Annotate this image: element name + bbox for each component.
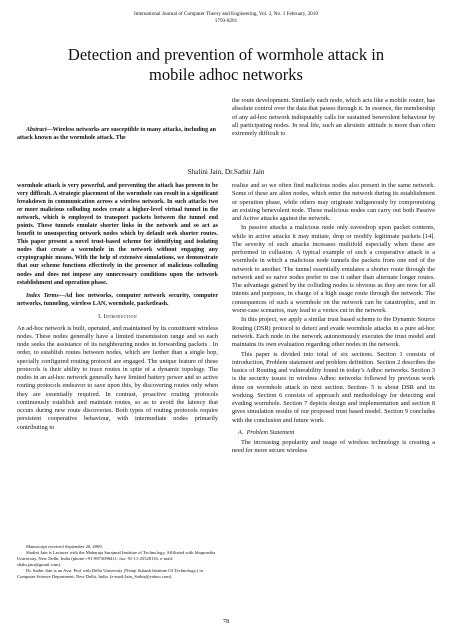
right-top-paragraph: the route development. Similarly each node, which acts like a mobile router, has absolute control over the data that passes through it. In essence, the membership of any ad-hoc network indisputably calls for sustained benevolent behaviour by all participating nodes. In real life, such an altruistic attitude is more than often extremely difficult to bbox=[232, 97, 435, 137]
problem-statement-text: The increasing popularity and usage of wireless technology is creating a need for more secure wireless bbox=[232, 439, 435, 455]
footnote-author-1: Shalini Jain is Lecturer with the Maharaja Surajmal Institute of Technology, Affiliated with Idraprastha University, New Delhi, India (phone:+91-9873098411; fax: 91-11-25528116, e-mail: shalu.jain@gmail.com). bbox=[17, 549, 216, 567]
right-paragraph-3: In this project, we apply a similar trust based scheme to the Dynamic Source Routing (DSR) protocol to detect and evade wormhole attacks in a pure ad-hoc network. Each node in the network autonomously executes the trust model and maintains its own evaluation regarding other nodes in the network. bbox=[232, 316, 435, 349]
abstract-top bbox=[17, 126, 216, 143]
section-heading-introduction bbox=[17, 313, 218, 321]
title-line-1: Detection and prevention of wormhole attack in bbox=[67, 45, 385, 64]
section-title: Introduction bbox=[103, 313, 137, 320]
footnote-manuscript: Manuscript received September 20, 2009. bbox=[26, 544, 103, 549]
right-column-top bbox=[232, 97, 435, 139]
index-terms-text: —Ad hoc networks, computer network security, computer networks, tunneling, wireless LAN, wormhole, packetleash. bbox=[17, 292, 219, 307]
journal-citation: International Journal of Computer Theory and Engineering, Vol. 2, No. 1 February, 2010 bbox=[134, 11, 318, 17]
index-terms bbox=[17, 292, 218, 308]
subsection-heading-problem-statement bbox=[238, 429, 435, 437]
journal-header bbox=[0, 11, 452, 25]
right-paragraph-4: This paper is divided into total of six sections. Section 1 consists of introduction, Problem statement and problem definition. Section 2 describes the basics of Routing and vulnerability found in today’s Adhoc networks. Section 3 is the security issues in wireless Adhoc networks followed by previous work done on wormhole attack in next section. Section- 5 is about DSR and its working. Section 6 consists of approach and methodology for detecting and evading wormhole. Section 7 depicts design and implementation and section 8 gives simulation results of our proposed trust based model. Section 9 concludes with the conclusion and future work. bbox=[232, 350, 435, 424]
section-number: I. bbox=[98, 313, 102, 320]
left-column bbox=[17, 182, 218, 433]
paper-title bbox=[30, 45, 422, 85]
right-paragraph-1: realise and so we often find malicious nodes also present in the same network. Some of these are alien nodes, which enter the network during its establishment or operation phase, while others may originate indigenously by compromising an existing benevolent node. These malicious nodes can carry out both Passive and Active attacks against the network. bbox=[232, 182, 435, 222]
footnote-author-2: Dr. Satbir Jain is an Asst. Prof with Delhi University (Netaji Subash Institute Of Technology,) in Computer Science Department, New Delhi, India. (e-mail:Jain_Satbir@yahoo.com). bbox=[17, 567, 203, 579]
abstract-label: Abstract bbox=[26, 127, 47, 133]
page-number: 78 bbox=[222, 618, 230, 625]
right-column bbox=[232, 182, 435, 457]
author-names: Shalini Jain, Dr.Satbir Jain bbox=[187, 168, 265, 176]
journal-issn: 1793-8201 bbox=[214, 18, 238, 24]
abstract-text-part1: —Wireless networks are susceptible to many attacks, including an attack known as the wormhole attack. The bbox=[17, 127, 216, 142]
abstract-text-part2: wormhole attack is very powerful, and preventing the attack has proven to be very difficult. A strategic placement of the wormhole can result in a significant breakdown in communication across a wireless network. In such attacks two or more malicious colluding nodes create a higher-level virtual tunnel in the network, which is employed to transport packets between the tunnel end points. These tunnels emulate shorter links in the network and so act as benefit to unsuspecting network nodes which by default seek shorter routes. This paper present a novel trust-based scheme for identifying and isolating nodes that create a wormhole in the network without engaging any cryptographic means. With the help of extensive simulations, we demonstrate that our scheme functions effectively in the presence of malicious colluding nodes and does not impose any unnecessary conditions upon the network establishment and operation phase. bbox=[17, 183, 218, 286]
footnotes bbox=[17, 544, 218, 579]
right-paragraph-2: In passive attacks a malicious node only eavesdrop upon packet contents, while in active attacks it may imitate, drop or modify legitimate packets [14]. The severity of such attacks increases multifold especially when these are performed in collusion. A typical example of such a cooperative attack is a wormhole in which a malicious node tunnels the packets from one end of the network to another. The tunnel essentially emulates a shorter route through the network and so naive nodes prefer to use it rather than alternate longer routes. The advantage gained by the colluding nodes is obvious as they are now for all intents and purposes, in charge of a high usage route through the network. The consequences of such a wormhole on the network can be catastrophic, and in worst-case scenarios, may lead to a vertex cut in the network. bbox=[232, 224, 435, 314]
subsection-label: A. bbox=[238, 428, 244, 436]
subsection-title: Problem Statement bbox=[246, 428, 295, 436]
title-line-2: mobile adhoc networks bbox=[149, 65, 303, 84]
introduction-paragraph: An ad-hoc network is built, operated, and maintained by its constituent wireless nodes. These nodes generally have a limited transmission range and so each node seeks the assistance of its neighbouring nodes in forwarding packets . In order, to establish routes between nodes, which are farther than a single hop, specially configured routing protocol are engaged. The unique feature of these protocols is their ability to trace routes in spite of a dynamic topology. The nodes in an ad-hoc network generally have limited battery power and so active routing protocols endeavor to save upon this, by discovering routes only when they are essentially required. In contrast, proactive routing protocols continuously establish and maintain routes, so as to avoid the latency that occurs during new route discoveries. Both types of routing protocols require persistent cooperative behaviour, with intermediate nodes primarily contributing to bbox=[17, 324, 218, 431]
index-terms-label: Index Terms bbox=[26, 292, 59, 299]
